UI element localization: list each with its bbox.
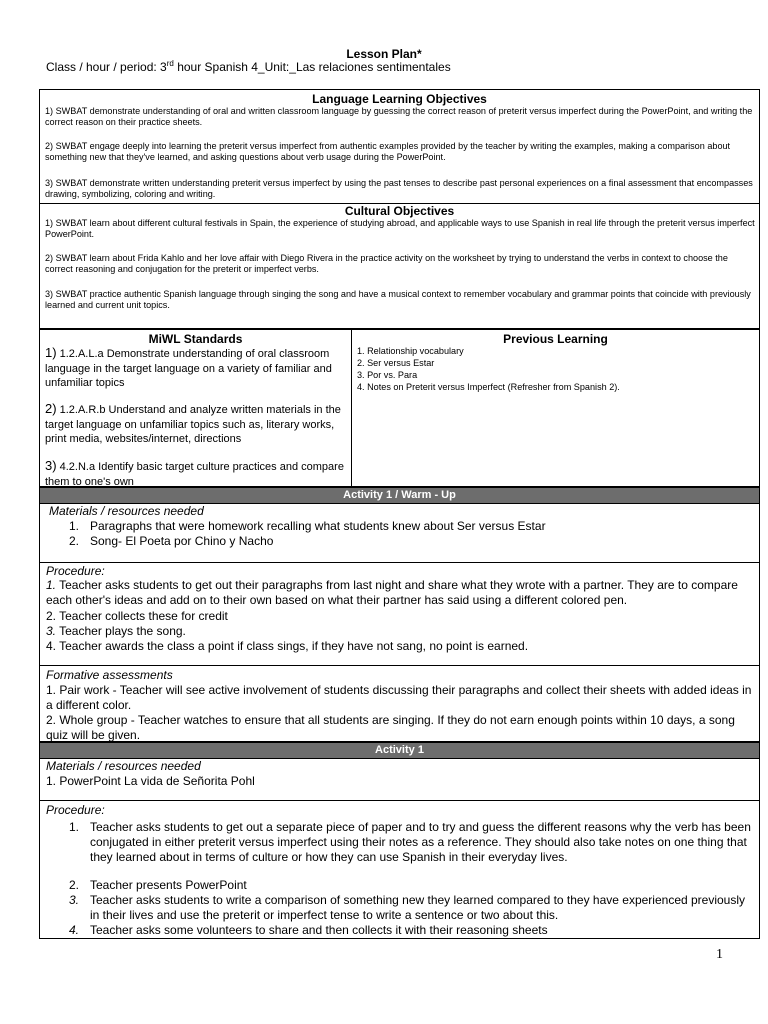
previous-item-1: 1. Relationship vocabulary [357,346,464,356]
language-objectives-heading: Language Learning Objectives [312,92,487,106]
miwl-item-2 [45,402,345,447]
class-suffix: hour Spanish 4_Unit:_Las relaciones sentimentales [173,60,451,74]
activity1-procedure-1-num: 1. [69,820,80,834]
warmup-box [39,486,760,742]
warmup-bar: Activity 1 / Warm - Up [40,487,759,504]
warmup-procedure-4: 4. Teacher awards the class a point if class sings, if they have not sang, no point is earned. [46,639,529,653]
cultural-objective-2: 2) SWBAT learn about Frida Kahlo and her love affair with Diego Rivera in the practice activity on the worksheet by trying to understand the verbs in context to choose the correct reasoning and conjugation for the preterit or imperfect verbs. [45,253,728,274]
activity1-procedure-heading: Procedure: [46,803,105,817]
warmup-procedure-1-num: 1. [46,578,57,592]
activity1-procedure-4-num: 4. [69,923,80,937]
activity1-procedure-4: Teacher asks some volunteers to share and then collects it with their reasoning sheets [90,923,548,937]
page-title: Lesson Plan* [346,47,422,61]
warmup-procedure-3 [46,624,756,639]
class-line [46,60,451,74]
activity1-procedure-3: Teacher asks students to write a comparison of something new they learned compared to they have experienced previously in their lives and use the preterit or imperfect tense to write a sentence or two about this. [90,893,746,922]
formative-heading: Formative assessments [46,668,173,682]
cultural-objective-3: 3) SWBAT practice authentic Spanish language through singing the song and have a musical context to remember vocabulary and grammar points that coincide with previously learned and current unit topics. [45,289,751,310]
previous-learning-heading: Previous Learning [503,332,608,346]
warmup-material-1: Paragraphs that were homework recalling what students knew about Ser versus Estar [90,519,546,533]
class-sup: rd [166,59,174,68]
language-objective-1: 1) SWBAT demonstrate understanding of oral and written classroom language by guessing the correct reason of preterit versus imperfect during the PowerPoint, and writing the correct reason on their practice sheets. [45,106,753,127]
activity1-divider [40,800,759,801]
warmup-divider-1 [40,562,759,563]
previous-item-3: 3. Por vs. Para [357,370,418,380]
warmup-procedure-3-num: 3. [46,624,57,638]
activity1-box [39,741,760,939]
standards-box [39,328,760,487]
activity1-procedure-1: Teacher asks students to get out a separate piece of paper and to try and guess the different reasons why the verb has been conjugated in either preterit versus imperfect using their notes as a reference. They should also take notes on one thing that they learned about in terms of culture or how they can use Spanish in their everyday lives. [90,820,751,864]
activity1-procedure-2-num: 2. [69,878,80,892]
previous-item-4: 4. Notes on Preterit versus Imperfect (Refresher from Spanish 2). [357,382,620,392]
cultural-objective-1: 1) SWBAT learn about different cultural festivals in Spain, the experience of studying abroad, and applicable ways to use Spanish in real life through the preterit versus imperfect PowerPoint. [45,218,755,239]
miwl-item-3 [45,459,345,489]
warmup-material-1-num: 1. [69,519,80,533]
miwl-item-3-num: 3) [45,458,57,473]
activity1-bar: Activity 1 [40,742,759,759]
miwl-item-1-num: 1) [45,345,57,360]
formative-2: 2. Whole group - Teacher watches to ensure that all students are singing. If they do not earn enough points within 10 days, a song quiz will be given. [46,713,735,742]
warmup-divider-2 [40,665,759,666]
language-objective-3: 3) SWBAT demonstrate written understanding preterit versus imperfect by using the past tenses to describe past personal experiences on a final assessment that encompasses drawing, symbolizing, coloring and writing. [45,178,753,199]
warmup-material-2: Song- El Poeta por Chino y Nacho [90,534,274,548]
activity1-materials-heading: Materials / resources needed [46,759,201,773]
activity1-material-1: 1. PowerPoint La vida de Señorita Pohl [46,774,255,788]
page-number: 1 [716,947,723,962]
miwl-item-2-num: 2) [45,401,57,416]
column-divider [351,329,352,486]
warmup-procedure-1 [46,578,756,608]
warmup-procedure-2: 2. Teacher collects these for credit [46,609,228,623]
activity1-procedure-2: Teacher presents PowerPoint [90,878,247,892]
formative-1: 1. Pair work - Teacher will see active involvement of students discussing their paragraphs and collect their sheets with added ideas in a different color. [46,683,752,712]
miwl-item-1-text: 1.2.A.L.a Demonstrate understanding of oral classroom language in the target language on a variety of familiar and unfamiliar topics [45,348,332,389]
previous-item-2: 2. Ser versus Estar [357,358,435,368]
miwl-item-1 [45,346,345,391]
warmup-procedure-1-text: Teacher asks students to get out their paragraphs from last night and share what they wrote with a partner. They are to compare each other's ideas and add on to their own based on what their partner has said using a different colored pen. [46,578,738,607]
warmup-procedure-heading: Procedure: [46,564,105,578]
activity1-procedure-3-num: 3. [69,893,80,907]
warmup-procedure-3-text: Teacher plays the song. [56,624,186,638]
miwl-heading: MiWL Standards [148,332,243,346]
warmup-materials-heading: Materials / resources needed [49,504,204,518]
language-objective-2: 2) SWBAT engage deeply into learning the preterit versus imperfect from authentic examples provided by the teacher by writing the examples, making a comparison about something new that they've learned, and asking questions about verb usage during the PowerPoint. [45,141,731,162]
cultural-objectives-heading: Cultural Objectives [344,204,455,218]
class-prefix: Class / hour / period: 3 [46,60,167,74]
miwl-item-3-text: 4.2.N.a Identify basic target culture practices and compare them to one's own [45,461,344,488]
miwl-item-2-text: 1.2.A.R.b Understand and analyze written materials in the target language on unfamiliar topics such as, literary works, print media, websites/internet, directions [45,404,341,445]
objectives-box [39,89,760,330]
warmup-material-2-num: 2. [69,534,80,548]
